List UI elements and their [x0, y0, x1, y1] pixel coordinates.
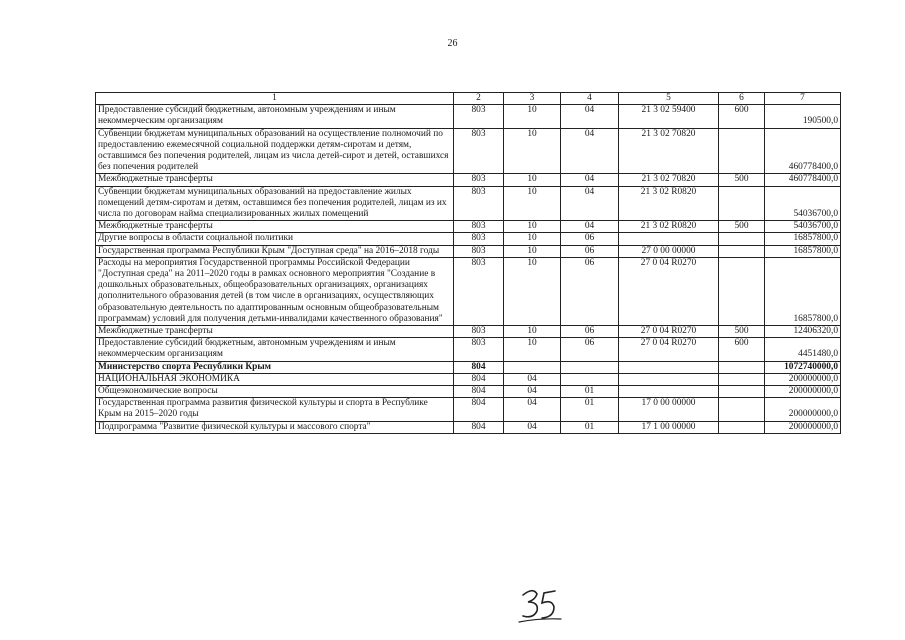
code-cell: 804 [454, 421, 504, 433]
row-name-cell: Государственная программа развития физической культуры и спорта в Республике Крым на 2015–2020 годы [96, 398, 454, 421]
table-row [96, 326, 841, 338]
table-row [96, 386, 841, 398]
code-cell: 804 [454, 398, 504, 421]
section-cell: 10 [504, 233, 561, 245]
section-cell: 10 [504, 338, 561, 361]
amount-cell: 200000000,0 [765, 373, 841, 385]
row-name-cell: Субвенции бюджетам муниципальных образований на осуществление полномочий по предоставлению ежемесячной социальной поддержки детям-сиротам и детям, оставшимся без попечения родителей, лицам из числа детей-сирот и детей, оставшихся без попечения родителей [96, 128, 454, 174]
header-cell: 5 [619, 93, 719, 105]
row-name-cell: Межбюджетные трансферты [96, 326, 454, 338]
expense-type-cell [719, 421, 765, 433]
table-row [96, 398, 841, 421]
table-row [96, 257, 841, 325]
code-cell: 803 [454, 233, 504, 245]
row-name-cell: Межбюджетные трансферты [96, 174, 454, 186]
target-article-cell: 21 3 02 70820 [619, 128, 719, 174]
row-name-cell: Общеэкономические вопросы [96, 386, 454, 398]
expense-type-cell: 500 [719, 326, 765, 338]
table-row [96, 421, 841, 433]
code-cell: 803 [454, 105, 504, 128]
amount-cell: 54036700,0 [765, 186, 841, 221]
amount-cell: 460778400,0 [765, 128, 841, 174]
target-article-cell [619, 233, 719, 245]
budget-table [95, 92, 841, 434]
subsection-cell: 01 [561, 421, 619, 433]
table-row [96, 174, 841, 186]
amount-cell: 54036700,0 [765, 221, 841, 233]
table-row [96, 361, 841, 373]
code-cell: 804 [454, 361, 504, 373]
table-row [96, 245, 841, 257]
table-row [96, 186, 841, 221]
subsection-cell: 01 [561, 398, 619, 421]
section-cell: 10 [504, 245, 561, 257]
subsection-cell: 04 [561, 105, 619, 128]
table-row [96, 221, 841, 233]
expense-type-cell [719, 245, 765, 257]
row-name-cell: Субвенции бюджетам муниципальных образований на предоставление жилых помещений детям-сиротам и детям, оставшимся без попечения родителей, лицам из их числа по договорам найма специализированных жилых помещений [96, 186, 454, 221]
section-cell: 04 [504, 398, 561, 421]
target-article-cell [619, 373, 719, 385]
section-cell: 04 [504, 386, 561, 398]
target-article-cell: 21 3 02 59400 [619, 105, 719, 128]
subsection-cell: 04 [561, 186, 619, 221]
code-cell: 803 [454, 221, 504, 233]
section-cell: 10 [504, 174, 561, 186]
code-cell: 803 [454, 128, 504, 174]
section-cell: 10 [504, 326, 561, 338]
subsection-cell [561, 373, 619, 385]
target-article-cell: 21 3 02 R0820 [619, 186, 719, 221]
row-name-cell: Подпрограмма "Развитие физической культуры и массового спорта" [96, 421, 454, 433]
header-row [96, 93, 841, 105]
code-cell: 803 [454, 174, 504, 186]
subsection-cell: 04 [561, 221, 619, 233]
header-cell: 3 [504, 93, 561, 105]
expense-type-cell [719, 128, 765, 174]
handwritten-mark [515, 585, 565, 625]
code-cell: 803 [454, 326, 504, 338]
expense-type-cell [719, 373, 765, 385]
section-cell: 10 [504, 128, 561, 174]
section-cell: 10 [504, 221, 561, 233]
target-article-cell: 21 3 02 R0820 [619, 221, 719, 233]
amount-cell: 16857800,0 [765, 257, 841, 325]
target-article-cell: 27 0 04 R0270 [619, 338, 719, 361]
target-article-cell [619, 386, 719, 398]
expense-type-cell [719, 398, 765, 421]
header-cell: 7 [765, 93, 841, 105]
amount-cell: 200000000,0 [765, 386, 841, 398]
section-cell: 04 [504, 373, 561, 385]
row-name-cell: НАЦИОНАЛЬНАЯ ЭКОНОМИКА [96, 373, 454, 385]
target-article-cell: 27 0 00 00000 [619, 245, 719, 257]
amount-cell: 460778400,0 [765, 174, 841, 186]
row-name-cell: Предоставление субсидий бюджетным, автономным учреждениям и иным некоммерческим организациям [96, 338, 454, 361]
amount-cell: 190500,0 [765, 105, 841, 128]
section-cell [504, 361, 561, 373]
table-row [96, 128, 841, 174]
expense-type-cell [719, 233, 765, 245]
header-cell: 2 [454, 93, 504, 105]
subsection-cell: 06 [561, 233, 619, 245]
target-article-cell [619, 361, 719, 373]
row-name-cell: Министерство спорта Республики Крым [96, 361, 454, 373]
table-row [96, 233, 841, 245]
expense-type-cell [719, 386, 765, 398]
amount-cell: 12406320,0 [765, 326, 841, 338]
amount-cell: 1072740000,0 [765, 361, 841, 373]
section-cell: 10 [504, 186, 561, 221]
expense-type-cell [719, 257, 765, 325]
target-article-cell: 21 3 02 70820 [619, 174, 719, 186]
row-name-cell: Предоставление субсидий бюджетным, автономным учреждениям и иным некоммерческим организациям [96, 105, 454, 128]
table-row [96, 373, 841, 385]
code-cell: 803 [454, 245, 504, 257]
subsection-cell: 06 [561, 326, 619, 338]
header-cell: 1 [96, 93, 454, 105]
subsection-cell: 01 [561, 386, 619, 398]
row-name-cell: Другие вопросы в области социальной политики [96, 233, 454, 245]
expense-type-cell: 500 [719, 221, 765, 233]
target-article-cell: 27 0 04 R0270 [619, 257, 719, 325]
subsection-cell: 06 [561, 257, 619, 325]
subsection-cell [561, 361, 619, 373]
header-cell: 6 [719, 93, 765, 105]
subsection-cell: 06 [561, 245, 619, 257]
expense-type-cell [719, 361, 765, 373]
section-cell: 10 [504, 105, 561, 128]
section-cell: 10 [504, 257, 561, 325]
amount-cell: 16857800,0 [765, 233, 841, 245]
code-cell: 804 [454, 373, 504, 385]
expense-type-cell: 600 [719, 338, 765, 361]
amount-cell: 200000000,0 [765, 421, 841, 433]
page-number: 26 [447, 38, 458, 49]
expense-type-cell: 500 [719, 174, 765, 186]
code-cell: 804 [454, 386, 504, 398]
target-article-cell: 17 0 00 00000 [619, 398, 719, 421]
amount-cell: 4451480,0 [765, 338, 841, 361]
target-article-cell: 17 1 00 00000 [619, 421, 719, 433]
target-article-cell: 27 0 04 R0270 [619, 326, 719, 338]
table-row [96, 105, 841, 128]
header-cell: 4 [561, 93, 619, 105]
row-name-cell: Межбюджетные трансферты [96, 221, 454, 233]
subsection-cell: 04 [561, 128, 619, 174]
subsection-cell: 04 [561, 174, 619, 186]
expense-type-cell [719, 186, 765, 221]
row-name-cell: Государственная программа Республики Крым "Доступная среда" на 2016–2018 годы [96, 245, 454, 257]
code-cell: 803 [454, 257, 504, 325]
row-name-cell: Расходы на мероприятия Государственной программы Российской Федерации "Доступная среда" на 2011–2020 годы в рамках основного мероприятия "Создание в дошкольных образовательных, общеобразовательных организациях, организациях дополнительного образования детей (в том числе в организациях, осуществляющих образовательную деятельность по адаптированным основным общеобразовательным программам) условий для получения детьми-инвалидами качественного образования" [96, 257, 454, 325]
code-cell: 803 [454, 338, 504, 361]
subsection-cell: 06 [561, 338, 619, 361]
table-row [96, 338, 841, 361]
amount-cell: 200000000,0 [765, 398, 841, 421]
code-cell: 803 [454, 186, 504, 221]
amount-cell: 16857800,0 [765, 245, 841, 257]
section-cell: 04 [504, 421, 561, 433]
expense-type-cell: 600 [719, 105, 765, 128]
